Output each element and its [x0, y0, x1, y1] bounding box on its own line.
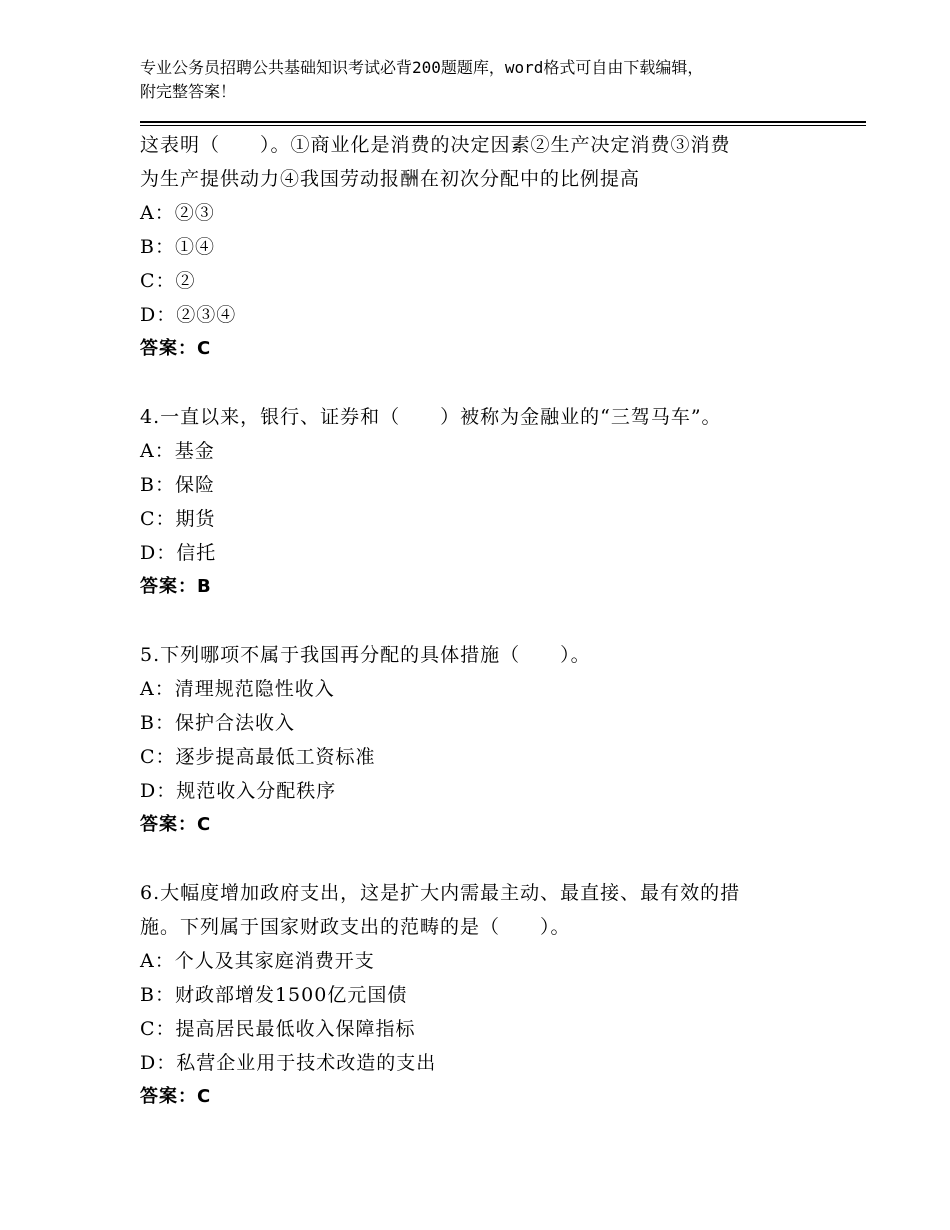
answer-line — [140, 332, 830, 366]
header-line-1: 专业公务员招聘公共基础知识考试必背200题题库，word格式可自由下载编辑， — [140, 58, 704, 77]
answer-value: C — [197, 338, 211, 359]
option-c: C：期货 — [140, 508, 216, 530]
answer-label: 答案： — [140, 576, 197, 597]
option-b: B：财政部增发1500亿元国债 — [140, 984, 408, 1006]
question-stem-line: 施。下列属于国家财政支出的范畴的是（ ）。 — [140, 916, 571, 938]
question-stem-line: 4.一直以来，银行、证券和（ ）被称为金融业的“三驾马车”。 — [140, 406, 722, 428]
option-c: C：逐步提高最低工资标准 — [140, 746, 376, 768]
question-3 — [140, 128, 830, 366]
option-b: B：①④ — [140, 236, 215, 258]
option-b: B：保护合法收入 — [140, 712, 295, 734]
answer-line — [140, 808, 830, 842]
question-stem-line: 6.大幅度增加政府支出，这是扩大内需最主动、最直接、最有效的措 — [140, 882, 741, 904]
document-header — [140, 56, 830, 104]
answer-line — [140, 570, 830, 604]
option-a: A：基金 — [140, 440, 215, 462]
option-b: B：保险 — [140, 474, 215, 496]
answer-line — [140, 1080, 830, 1114]
question-stem-line: 为生产提供动力④我国劳动报酬在初次分配中的比例提高 — [140, 168, 641, 190]
header-divider-thick — [140, 121, 866, 123]
option-d: D：信托 — [140, 542, 217, 564]
question-stem-line: 这表明（ ）。①商业化是消费的决定因素②生产决定消费③消费 — [140, 134, 731, 156]
header-line-2: 附完整答案！ — [140, 82, 237, 101]
option-d: D：②③④ — [140, 304, 237, 326]
answer-value: C — [197, 814, 211, 835]
question-5 — [140, 638, 830, 842]
answer-label: 答案： — [140, 338, 197, 359]
option-a: A：个人及其家庭消费开支 — [140, 950, 375, 972]
option-d: D：规范收入分配秩序 — [140, 780, 337, 802]
option-a: A：②③ — [140, 202, 215, 224]
question-stem-line: 5.下列哪项不属于我国再分配的具体措施（ ）。 — [140, 644, 591, 666]
question-6 — [140, 876, 830, 1114]
option-c: C：② — [140, 270, 196, 292]
header-divider-thin — [140, 125, 866, 126]
answer-label: 答案： — [140, 814, 197, 835]
option-a: A：清理规范隐性收入 — [140, 678, 335, 700]
option-d: D：私营企业用于技术改造的支出 — [140, 1052, 437, 1074]
spacer — [140, 604, 830, 638]
answer-value: C — [197, 1086, 211, 1107]
answer-value: B — [197, 576, 211, 597]
answer-label: 答案： — [140, 1086, 197, 1107]
option-c: C：提高居民最低收入保障指标 — [140, 1018, 416, 1040]
spacer — [140, 842, 830, 876]
question-4 — [140, 400, 830, 604]
spacer — [140, 366, 830, 400]
question-list — [140, 128, 830, 1114]
